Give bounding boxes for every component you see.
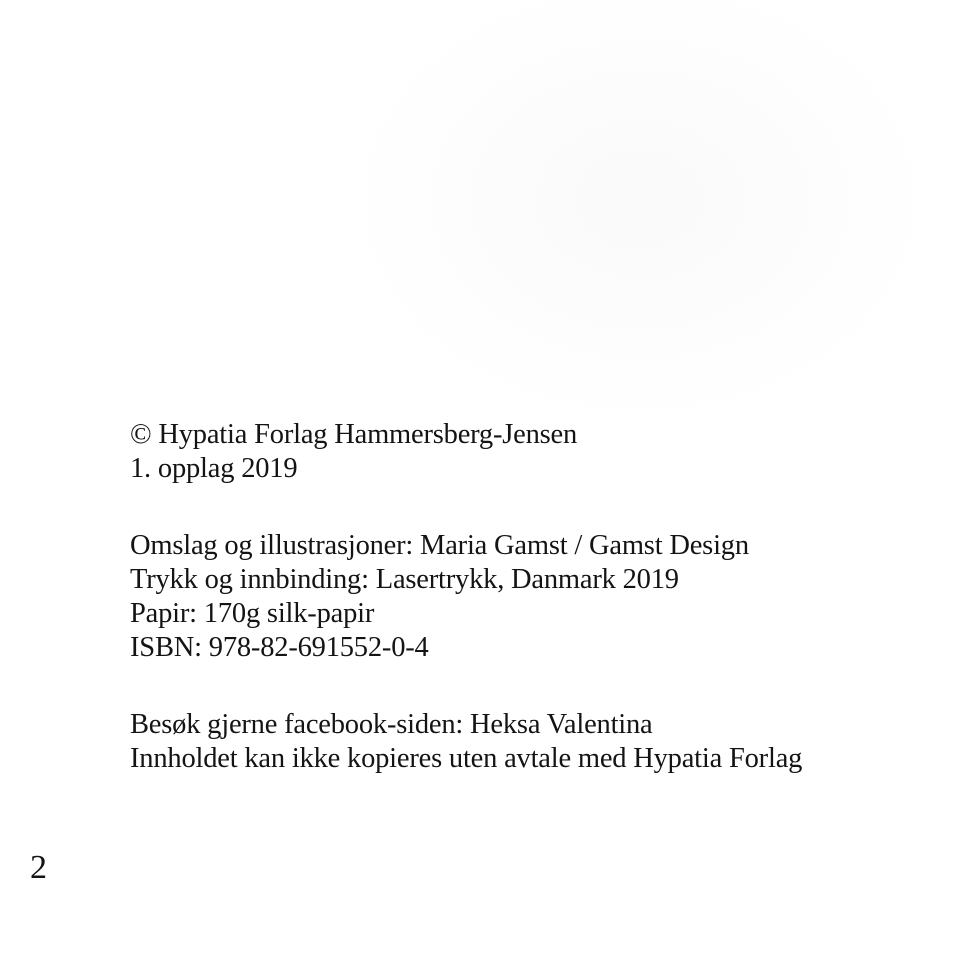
edition-line: 1. opplag 2019 [130, 453, 298, 484]
isbn-line: ISBN: 978-82-691552-0-4 [130, 632, 429, 663]
facebook-notice: Besøk gjerne facebook-siden: Heksa Valentina [130, 709, 653, 740]
copyright-block [130, 418, 930, 486]
production-block [130, 529, 930, 665]
cover-illustrations-credit: Omslag og illustrasjoner: Maria Gamst / Gamst Design [130, 530, 749, 561]
notice-block [130, 708, 930, 776]
printing-binding-credit: Trykk og innbinding: Lasertrykk, Danmark 2019 [130, 564, 679, 595]
paper-info: Papir: 170g silk-papir [130, 598, 375, 629]
copyright-notice: Innholdet kan ikke kopieres uten avtale med Hypatia Forlag [130, 743, 803, 774]
colophon [130, 418, 930, 776]
page-number: 2 [30, 849, 47, 886]
copyright-line: © Hypatia Forlag Hammersberg-Jensen [130, 419, 578, 450]
